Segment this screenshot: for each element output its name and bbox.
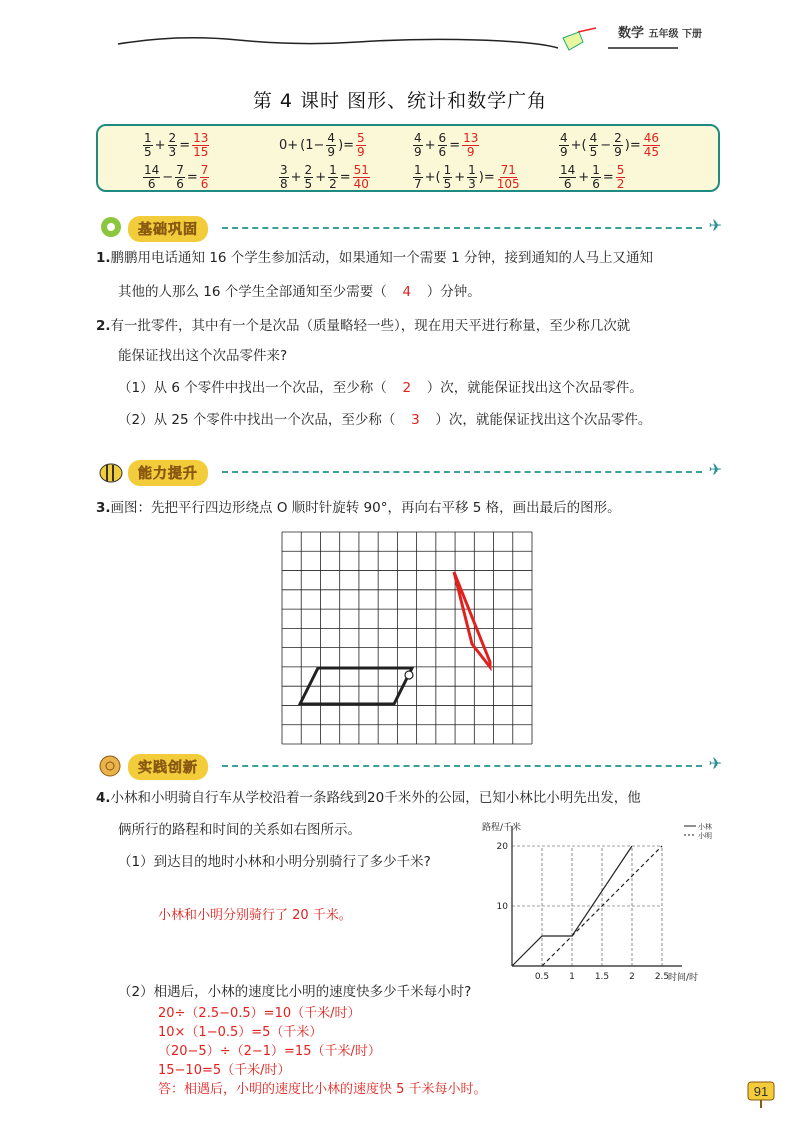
plane-icon: ✈ (708, 460, 722, 479)
calc-item (558, 132, 661, 159)
calc-item (278, 132, 367, 159)
solution-line: 15−10=5（千米/时） (158, 1063, 291, 1078)
operator: )= (338, 138, 355, 153)
page-number-sign (744, 1080, 778, 1108)
question-4-sub2: （2）相遇后，小林的速度比小明的速度快多少千米每小时? (118, 984, 472, 1000)
section-title-basic: 基础巩固 (128, 216, 208, 242)
y-tick-label: 10 (496, 902, 508, 912)
operator: )= (478, 170, 495, 185)
transformed-parallelogram (454, 572, 490, 667)
question-text: （1）从 6 个零件中找出一个次品，至少称（ (118, 380, 387, 396)
bee-icon (94, 456, 128, 486)
operator: = (339, 170, 351, 185)
fraction: $\frac{4}{9}$ (414, 131, 422, 159)
answer-4-1: 小林和小明分别骑行了 20 千米。 (158, 908, 352, 923)
question-4 (96, 788, 641, 808)
x-tick-label: 0.5 (534, 972, 550, 982)
fraction: $\frac{14}{6}$ (144, 163, 160, 191)
point-o (405, 671, 413, 679)
distance-time-graph (478, 818, 712, 988)
fraction: $\frac{2}{9}$ (614, 131, 622, 159)
question-4-line2: 俩所行的路程和时间的关系如右图所示。 (118, 822, 361, 838)
operator: +( (424, 170, 441, 185)
legend-label: 小林 (698, 823, 712, 831)
answer-blank: 3 (411, 412, 420, 428)
fraction: $\frac{4}{9}$ (560, 131, 568, 159)
question-number: 1. (96, 250, 111, 266)
question-text: ）次，就能保证找出这个次品零件。 (435, 412, 652, 428)
fraction: $\frac{3}{8}$ (280, 163, 288, 191)
header-subject (618, 22, 702, 41)
plane-icon: ✈ (708, 216, 722, 235)
fraction: $\frac{1}{5}$ (443, 163, 452, 191)
section-divider (222, 227, 702, 229)
gear-icon (94, 212, 128, 242)
fraction: $\frac{1}{2}$ (329, 163, 337, 191)
question-text: 鹏鹏用电话通知 16 个学生参加活动，如果通知一个需要 1 分钟，接到通知的人马上又通知 (110, 250, 653, 266)
fraction: $\frac{1}{6}$ (592, 163, 600, 191)
question-text: 其他的人那么 16 个学生全部通知至少需要（ (118, 284, 387, 300)
operator: − (162, 170, 174, 185)
section-header-practice (92, 750, 722, 780)
question-text: 有一批零件，其中有一个是次品（质量略轻一些），现在用天平进行称量，至少称几次就 (110, 318, 631, 334)
question-text: ）次，就能保证找出这个次品零件。 (426, 380, 643, 396)
y-axis-label: 路程/千米 (482, 823, 522, 833)
calc-item (412, 164, 521, 191)
question-text: 画图：先把平行四边形绕点 O 顺时针旋转 90°，再向右平移 5 格，画出最后的图形。 (110, 500, 621, 516)
fraction: $\frac{2}{5}$ (304, 163, 313, 191)
calc-item (412, 132, 480, 159)
question-text: 小林和小明骑自行车从学校沿着一条路线到20千米外的公园，已知小林比小明先出发，他 (110, 790, 641, 806)
section-divider (222, 471, 702, 473)
solution-line: 20÷（2.5−0.5）=10（千米/时） (158, 1006, 361, 1021)
header-decoration (118, 30, 678, 60)
operator: = (186, 170, 198, 185)
operator: = (449, 138, 461, 153)
solution-line: 答：相遇后，小明的速度比小林的速度快 5 千米每小时。 (158, 1082, 487, 1097)
fraction: $\frac{2}{3}$ (168, 131, 177, 159)
operator: + (424, 138, 436, 153)
fraction: $\frac{4}{5}$ (589, 131, 598, 159)
fraction: $\frac{14}{6}$ (560, 163, 576, 191)
fraction: $\frac{6}{6}$ (438, 131, 447, 159)
operator: + (578, 170, 590, 185)
x-tick-label: 2.5 (654, 972, 670, 982)
operator: + (454, 170, 466, 185)
subject-label: 数学 (618, 26, 645, 41)
answer-fraction: $\frac{71}{105}$ (496, 163, 520, 191)
answer-fraction: $\frac{5}{2}$ (616, 163, 625, 191)
operator: = (179, 138, 191, 153)
x-tick-label: 1 (569, 972, 575, 982)
question-4-sub1: （1）到达目的地时小林和小明分别骑行了多少千米? (118, 854, 431, 870)
question-number: 4. (96, 790, 111, 806)
section-header-basic (92, 212, 722, 242)
answer-blank: 2 (402, 380, 412, 396)
section-title-ability: 能力提升 (128, 460, 208, 486)
question-1 (96, 248, 653, 268)
calc-item (142, 132, 210, 159)
fraction: $\frac{1}{3}$ (468, 163, 476, 191)
question-2-line2: 能保证找出这个次品零件来? (118, 348, 288, 364)
operator: + (154, 138, 166, 153)
answer-fraction: $\frac{5}{9}$ (357, 131, 365, 159)
rotation-grid (282, 532, 532, 744)
question-text: ）分钟。 (426, 284, 481, 300)
fraction: $\frac{1}{7}$ (414, 163, 422, 191)
section-header-ability (92, 456, 722, 486)
fraction: $\frac{1}{5}$ (144, 131, 152, 159)
question-number: 2. (96, 318, 111, 334)
question-text: （2）从 25 个零件中找出一个次品，至少称（ (118, 412, 396, 428)
answer-fraction: $\frac{7}{6}$ (200, 163, 209, 191)
x-tick-label: 1.5 (594, 972, 610, 982)
question-2-sub2 (118, 410, 651, 430)
page-number: 91 (753, 1084, 769, 1099)
calculation-box (96, 124, 720, 192)
section-title-practice: 实践创新 (128, 754, 208, 780)
solution-line: 10×（1−0.5）=5（千米） (158, 1025, 323, 1040)
question-2 (96, 316, 630, 336)
operator: + (315, 170, 327, 185)
operator: +( (570, 138, 587, 153)
operator: − (600, 138, 612, 153)
legend-label: 小明 (698, 832, 712, 840)
operator: )= (624, 138, 641, 153)
question-number: 3. (96, 500, 111, 516)
operator: = (602, 170, 614, 185)
y-tick-label: 20 (496, 842, 508, 852)
answer-fraction: $\frac{51}{40}$ (353, 163, 369, 191)
calc-item (278, 164, 371, 191)
operator: + (290, 170, 302, 185)
calc-item (558, 164, 626, 191)
question-1-line2 (118, 282, 481, 302)
answer-fraction: $\frac{46}{45}$ (643, 131, 660, 159)
lesson-title: 第 4 课时 图形、统计和数学广角 (252, 90, 548, 112)
plane-icon: ✈ (708, 754, 722, 773)
answer-blank: 4 (402, 284, 412, 300)
x-axis-label: 时间/时 (668, 973, 699, 983)
fraction: $\frac{4}{9}$ (327, 131, 336, 159)
solution-line: （20−5）÷（2−1）=15（千米/时） (158, 1044, 381, 1059)
question-2-sub1 (118, 378, 643, 398)
answer-fraction: $\frac{13}{9}$ (463, 131, 479, 159)
calc-item (142, 164, 210, 191)
operator: (1− (300, 138, 325, 153)
grade-label: 五年级 下册 (648, 29, 703, 40)
x-tick-label: 2 (629, 972, 635, 982)
operator: 0+ (279, 138, 299, 153)
snail-icon (94, 750, 128, 780)
section-divider (222, 765, 702, 767)
answer-fraction: $\frac{13}{15}$ (193, 131, 209, 159)
question-3 (96, 498, 621, 518)
fraction: $\frac{7}{6}$ (176, 163, 184, 191)
